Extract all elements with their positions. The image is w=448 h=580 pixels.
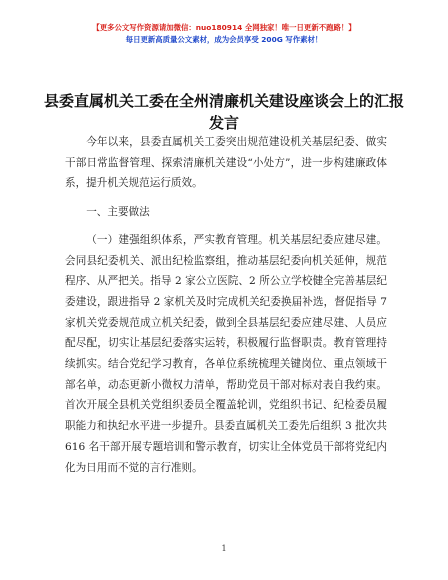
intro-paragraph: 今年以来，县委直属机关工委突出规范建设机关基层纪委、做实干部日常监督管理、探索清廉机关建设“小处方”，进一步构建廉政体系，提升机关规范运行质效。 [65, 136, 387, 190]
section-heading: 一、主要做法 [86, 206, 150, 219]
banner-line-membership: 每日更新高质量公文素材，成为会员享受 200G 写作素材！ [125, 35, 323, 44]
document-title: 县委直属机关工委在全州清廉机关建设座谈会上的汇报发言 [43, 92, 404, 132]
body-paragraph: （一）建强组织体系，严实教育管理。机关基层纪委应建尽建。会同县纪委机关、派出纪检监察组，推动基层纪委向机关延伸，规范程序、从严把关。指导 2 家公立医院、2 所公立学校健全完善基层纪委建设，跟进指导 2 家机关及时完成机关纪委换届补选，督促指导 7 家机关党委规范成立机关纪委，做到全县基层纪委应建尽建、人员应配尽配，切实让基层纪委落实运转，积极履行监督职责。教育管理持续抓实。结合党纪学习教育，各单位系统梳理关键岗位、重点领域干部名单，动态更新小微权力清单，帮助党员干部对标对表自我约束。首次开展全县机关党组织委员全覆盖轮训，党组织书记、纪检委员履职能力和执纪水平进一步提升。县委直属机关工委先后组织 3 批次共 616 名干部开展专题培训和警示教育，切实让全体党员干部将党纪内化为日用而不觉的言行准则。 [65, 233, 387, 474]
banner-line-wechat: 【更多公文写作资源请加微信：nuo180914 全网独家！唯一日更新不跑路！】 [92, 23, 356, 32]
document-body [65, 132, 387, 478]
page-number: 1 [221, 544, 227, 553]
header-banner [0, 22, 448, 46]
